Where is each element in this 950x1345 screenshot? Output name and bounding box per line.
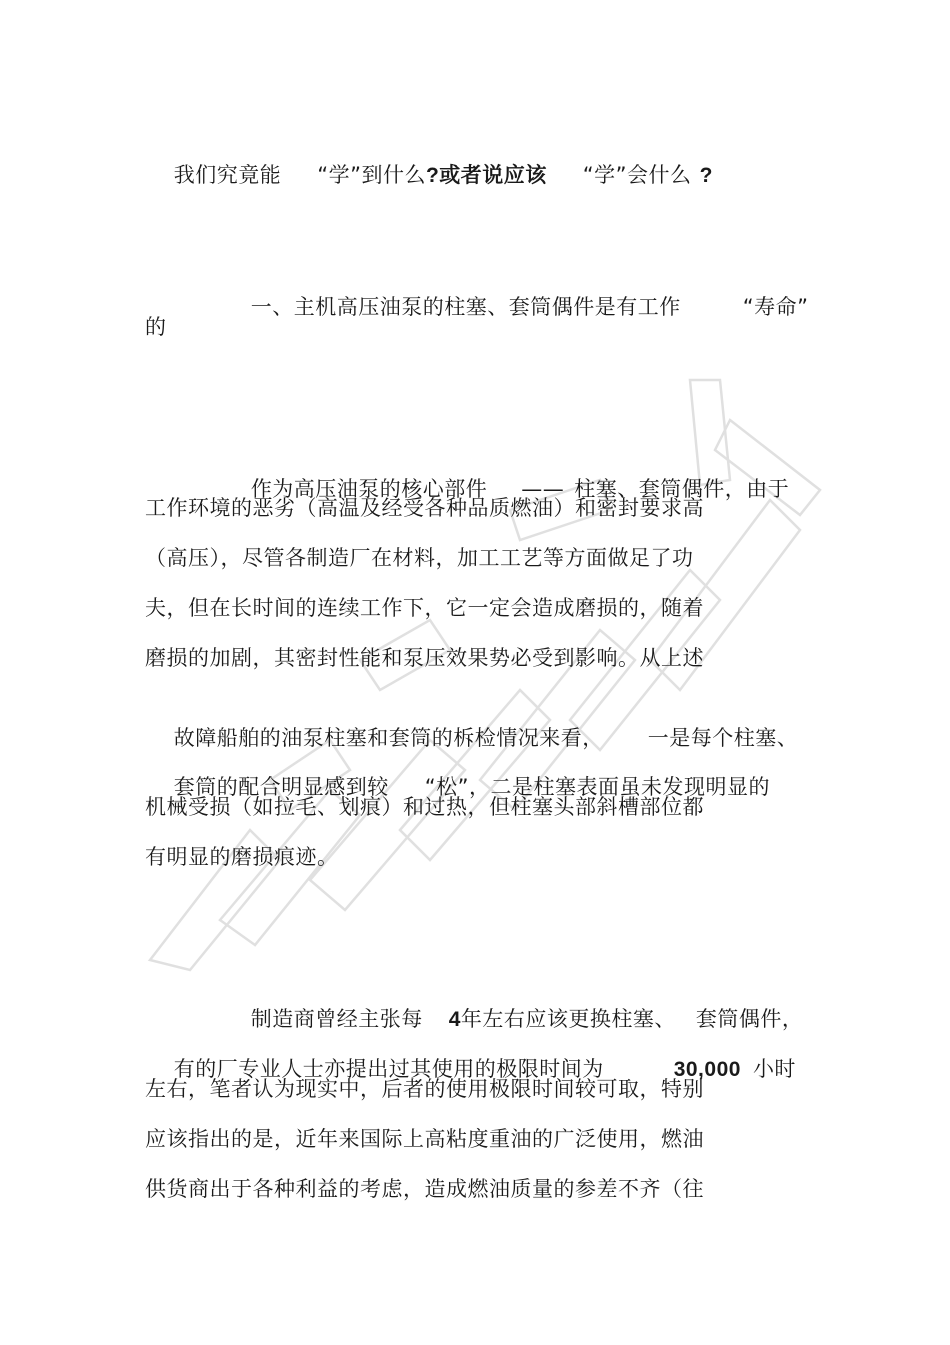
para2-line-4: 应该指出的是，近年来国际上高粘度重油的广泛使用，燃油 <box>145 1127 704 1151</box>
section-heading <box>222 262 808 352</box>
para1-text-1a: 作为高压油泵的核心部件 <box>250 477 488 501</box>
section-heading-continued: 的 <box>145 315 167 339</box>
para2-number-hours: 30,000 <box>673 1058 741 1081</box>
para1-line-9: 有明显的磨损痕迹。 <box>145 845 339 869</box>
para2-text-1c: 套筒偶件， <box>695 1007 804 1031</box>
para1-text-1c: 柱塞、套筒偶件，由于 <box>574 477 790 501</box>
para1-line-4: 夫，但在长时间的连续工作下，它一定会造成磨损的，随着 <box>145 596 704 620</box>
heading-text-2: “寿命” <box>742 295 809 319</box>
para2-line-5: 供货商出于各种利益的考虑，造成燃油质量的参差不齐（往 <box>145 1177 704 1201</box>
para2-text-1b: 年左右应该更换柱塞、 <box>460 1007 676 1031</box>
para2-text-1a: 制造商曾经主张每 <box>250 1007 423 1031</box>
intro-text-4: “学”会什么 <box>582 163 692 187</box>
para2-number-years: 4 <box>448 1008 461 1031</box>
para1-text-7b: “松”，二是柱塞表面虽未发现明显的 <box>424 775 770 799</box>
para2-text-2a: 有的厂专业人士亦提出过其使用的极限时间为 <box>173 1057 604 1081</box>
intro-text-3: ?或者说应该 <box>425 164 547 187</box>
intro-text-1: 我们究竟能 <box>173 163 282 187</box>
intro-text-2: “学”到什么 <box>317 163 426 187</box>
para1-text-1b: —— <box>521 477 565 501</box>
para1-line-8: 机械受损（如拉毛、划痕）和过热，但柱塞头部斜槽部位都 <box>145 795 704 819</box>
heading-text-1: 一、主机高压油泵的柱塞、套筒偶件是有工作 <box>250 295 681 319</box>
para2-line-3: 左右，笔者认为现实中，后者的使用极限时间较可取，特别 <box>145 1077 704 1101</box>
para1-text-6a: 故障船舶的油泵柱塞和套筒的柝检情况来看， <box>173 726 604 750</box>
intro-question-line <box>145 130 713 221</box>
para1-text-6b: 一是每个柱塞、 <box>647 726 799 750</box>
para1-line-5: 磨损的加剧，其密封性能和泵压效果势必受到影响。从上述 <box>145 646 704 670</box>
para1-text-7a: 套筒的配合明显感到较 <box>173 775 389 799</box>
para1-line-2: 工作环境的恶劣（高温及经受各种品质燃油）和密封要求高 <box>145 496 704 520</box>
para2-text-2b: 小时 <box>752 1057 796 1081</box>
intro-text-5: ? <box>699 164 713 187</box>
para1-line-3: （高压），尽管各制造厂在材料，加工工艺等方面做足了功 <box>145 546 694 570</box>
